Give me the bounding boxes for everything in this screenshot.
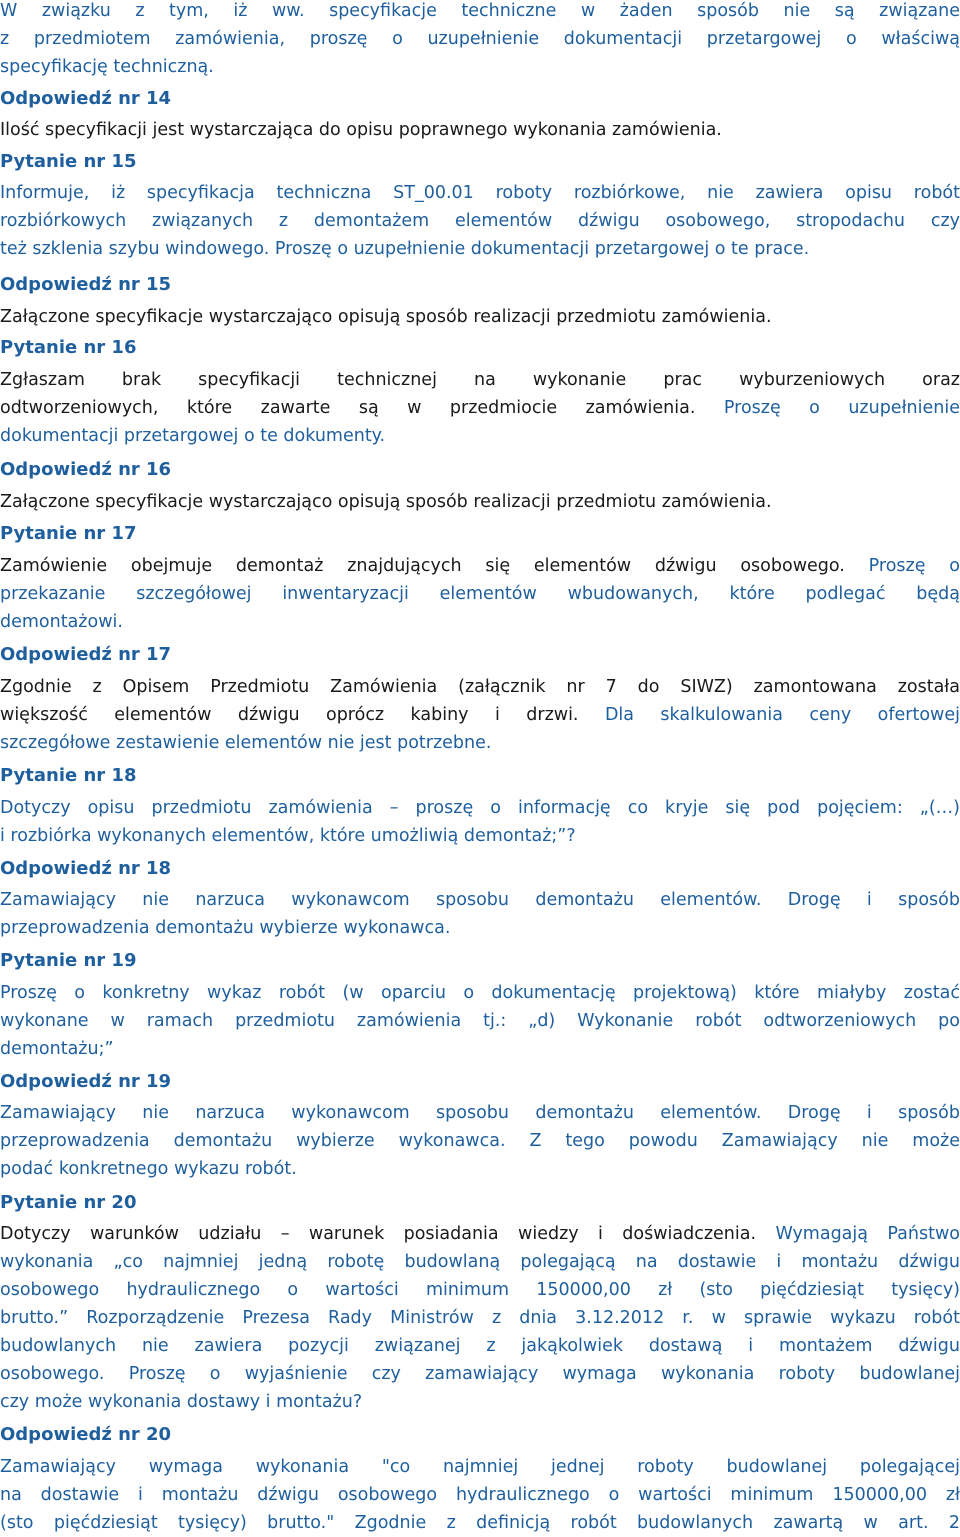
question-14-continuation	[0, 0, 960, 81]
text-line: z przedmiotem zamówienia, proszę o uzupełnienie dokumentacji przetargowej o właściwą	[0, 29, 960, 49]
text-line: budowlanych nie zawiera pozycji związanej z jakąkolwiek dostawą i montażem dźwigu	[0, 1336, 960, 1356]
text-line: Załączone specyfikacje wystarczająco opisują sposób realizacji przedmiotu zamówienia.	[0, 492, 772, 512]
answer-14-heading: Odpowiedź nr 14	[0, 88, 172, 109]
answer-15-heading: Odpowiedź nr 15	[0, 274, 172, 295]
text-fragment: Proszę o uzupełnienie dokumentacji przetargowej o te prace.	[274, 239, 810, 259]
text-fragment: Dotyczy warunków udziału – warunek posiadania wiedzy i doświadczenia.	[0, 1224, 757, 1244]
text-line: Zgłaszam brak specyfikacji technicznej na wykonanie prac wyburzeniowych oraz	[0, 370, 960, 390]
text-line: szczegółowe zestawienie elementów nie jest potrzebne.	[0, 733, 492, 753]
text-fragment: Zamówienie obejmuje demontaż znajdujących się elementów dźwigu osobowego.	[0, 556, 845, 576]
text-line: czy może wykonania dostawy i montażu?	[0, 1392, 363, 1412]
question-19-text	[0, 979, 960, 1063]
text-line: W związku z tym, iż ww. specyfikacje techniczne w żaden sposób nie są związane	[0, 1, 960, 21]
text-line: Ilość specyfikacji jest wystarczająca do opisu poprawnego wykonania zamówienia.	[0, 120, 722, 140]
text-line: Zamawiający nie narzuca wykonawcom sposobu demontażu elementów. Drogę i sposób	[0, 890, 960, 910]
answer-19-heading: Odpowiedź nr 19	[0, 1071, 172, 1092]
text-line: specyfikację techniczną.	[0, 57, 214, 77]
text-line: Informuje, iż specyfikacja techniczna ST_00.01 roboty rozbiórkowe, nie zawiera opisu robót	[0, 183, 960, 203]
text-line: przeprowadzenia demontażu wybierze wykonawca. Z tego powodu Zamawiający nie może	[0, 1131, 960, 1151]
question-16-heading: Pytanie nr 16	[0, 337, 137, 358]
text-line	[0, 394, 960, 422]
question-19-heading: Pytanie nr 19	[0, 950, 137, 971]
text-line: przeprowadzenia demontażu wybierze wykonawca.	[0, 918, 451, 938]
text-line	[0, 1220, 960, 1248]
question-17-heading: Pytanie nr 17	[0, 523, 137, 544]
text-line	[0, 1304, 960, 1332]
text-line: demontażu;”	[0, 1039, 114, 1059]
text-line: osobowego hydraulicznego o wartości minimum 150000,00 zł (sto pięćdziesiąt tysięcy)	[0, 1280, 960, 1300]
question-16-text	[0, 366, 960, 450]
answer-19-text	[0, 1099, 960, 1183]
text-fragment: większość elementów dźwigu oprócz kabiny i drzwi.	[0, 705, 579, 725]
question-18-heading: Pytanie nr 18	[0, 765, 137, 786]
text-fragment: Proszę o uzupełnienie	[723, 398, 960, 418]
text-line: osobowego. Proszę o wyjaśnienie czy zamawiający wymaga wykonania roboty budowlanej	[0, 1364, 960, 1384]
text-fragment: Rozporządzenie Prezesa Rady Ministrów z dnia 3.12.2012 r. w sprawie wykazu robót	[86, 1308, 960, 1328]
text-fragment: brutto.”	[0, 1308, 69, 1328]
answer-17-text	[0, 673, 960, 757]
text-line: rozbiórkowych związanych z demontażem elementów dźwigu osobowego, stropodachu czy	[0, 211, 960, 231]
answer-17-heading: Odpowiedź nr 17	[0, 644, 172, 665]
text-line: Zamawiający nie narzuca wykonawcom sposobu demontażu elementów. Drogę i sposób	[0, 1103, 960, 1123]
question-15-heading: Pytanie nr 15	[0, 151, 137, 172]
text-line: dokumentacji przetargowej o te dokumenty.	[0, 426, 386, 446]
text-line: przekazanie szczegółowej inwentaryzacji elementów wbudowanych, które podlegać będą	[0, 584, 960, 604]
answer-20-text	[0, 1453, 960, 1537]
answer-14-text	[0, 116, 960, 144]
question-20-heading: Pytanie nr 20	[0, 1192, 137, 1213]
text-line: Proszę o konkretny wykaz robót (w oparciu o dokumentację projektową) które miałyby zostać	[0, 983, 960, 1003]
text-line: podać konkretnego wykazu robót.	[0, 1159, 297, 1179]
question-18-text	[0, 794, 960, 850]
text-fragment: Wymagają Państwo	[775, 1224, 960, 1244]
answer-16-heading: Odpowiedź nr 16	[0, 459, 172, 480]
text-line: wykonane w ramach przedmiotu zamówienia tj.: „d) Wykonanie robót odtworzeniowych po	[0, 1011, 960, 1031]
answer-16-text	[0, 488, 960, 516]
text-line	[0, 701, 960, 729]
text-fragment: też szklenia szybu windowego.	[0, 239, 270, 259]
answer-15-text	[0, 303, 960, 331]
answer-18-text	[0, 886, 960, 942]
text-line	[0, 235, 960, 263]
text-line: na dostawie i montażu dźwigu osobowego hydraulicznego o wartości minimum 150000,00 zł	[0, 1485, 960, 1505]
answer-18-heading: Odpowiedź nr 18	[0, 858, 172, 879]
question-20-text	[0, 1220, 960, 1416]
question-17-text	[0, 552, 960, 636]
text-line: Załączone specyfikacje wystarczająco opisują sposób realizacji przedmiotu zamówienia.	[0, 307, 772, 327]
text-fragment: Dla skalkulowania ceny ofertowej	[604, 705, 960, 725]
text-line: wykonania „co najmniej jedną robotę budowlaną polegającą na dostawie i montażu dźwigu	[0, 1252, 960, 1272]
text-line	[0, 552, 960, 580]
text-line: demontażowi.	[0, 612, 123, 632]
answer-20-heading: Odpowiedź nr 20	[0, 1424, 172, 1445]
text-line: Zgodnie z Opisem Przedmiotu Zamówienia (załącznik nr 7 do SIWZ) zamontowana została	[0, 677, 960, 697]
text-line: i rozbiórka wykonanych elementów, które umożliwią demontaż;”?	[0, 826, 576, 846]
text-line: (sto pięćdziesiąt tysięcy) brutto." Zgodnie z definicją robót budowlanych zawartą w art. 2	[0, 1513, 960, 1533]
text-fragment: odtworzeniowych, które zawarte są w przedmiocie zamówienia.	[0, 398, 696, 418]
text-line: Zamawiający wymaga wykonania "co najmniej jednej roboty budowlanej polegającej	[0, 1457, 960, 1477]
text-fragment: Proszę o	[868, 556, 960, 576]
question-15-text	[0, 179, 960, 263]
text-line: Dotyczy opisu przedmiotu zamówienia – proszę o informację co kryje się pod pojęciem: „(…)	[0, 798, 960, 818]
